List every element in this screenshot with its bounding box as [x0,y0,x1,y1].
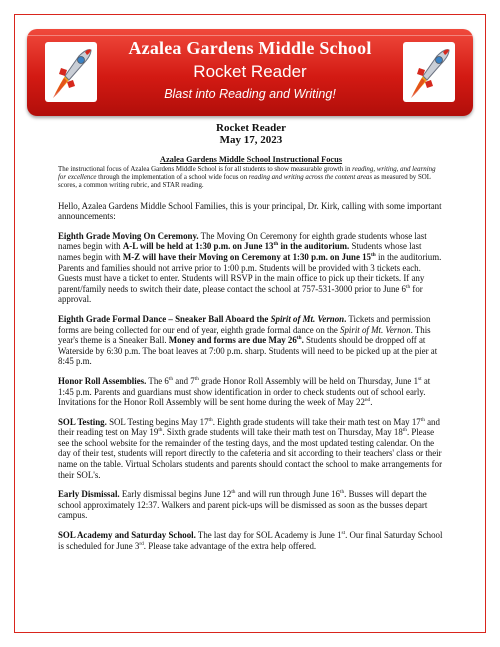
document-body [58,122,444,551]
text-part: SOL Testing begins May 17 [106,416,209,427]
text-part: in the auditorium. Parents and families should not arrive prior to 1:00 p.m. Students will be provided with 3 tickets each. Guests must have a ticket to enter. Students will RSVP in the main office to pick up their tickets. If any parent/family needs to switch their date, please contact the school at 757-531-3000 prior to June 6 [58,251,442,294]
text-part: . [370,397,373,408]
honor-roll-paragraph [58,376,444,408]
sol-testing-heading: SOL Testing. [58,416,107,427]
greeting: Hello, Azalea Gardens Middle School Families, this is your principal, Dr. Kirk, calling with some important announcements: [58,200,442,222]
banner-text [97,37,403,103]
bold-part: in the auditorium. [278,241,350,252]
text-part: Students whose last names begin with [58,241,422,262]
text-part: The last day for SOL Academy is June 1 [195,530,342,541]
focus-text-part: as measured by SOL scores, a common writing rubric, and STAR reading. [58,174,431,190]
text-part: . Busses will depart the school approximately 12:37. Walkers and parent pick-ups will be dismissed as soon as the busses depart campus. [58,489,428,521]
early-dismissal-heading: Early Dismissal. [58,489,120,500]
superscript: st [418,375,422,382]
text-part: at 1:45 p.m. Parents and guardians must show identification in order to check students out of school early. Invitations for the Honor Roll Assembly will be sent home during the week of May 22 [58,375,431,408]
moving-on-heading: Eighth Grade Moving On Ceremony. [58,230,199,241]
text-part: grade Honor Roll Assembly will be held on Thursday, June 1 [198,375,419,386]
italic-part: Spirit of Mt. Vernon [340,324,411,335]
text-part: . Our final Saturday School is scheduled for June 3 [58,530,443,551]
text-part: and their reading test on May 19 [58,416,440,438]
superscript: th [402,427,407,434]
superscript: th [296,335,302,342]
superscript: th [231,489,236,496]
superscript: th [371,252,376,259]
formal-dance-heading [58,314,346,324]
superscript: th [420,416,425,423]
text-part: The Moving On Ceremony for eighth grade students whose last names begin with [58,230,427,252]
text-part: . Eighth grade students will take their math test on May 17 [212,416,421,427]
program-name: Rocket Reader [193,62,307,81]
text-part: and will run through June 16 [235,489,340,500]
superscript: th [406,283,411,290]
text-part: The 6 [146,375,169,386]
focus-text-part: through the implementation of a school wide focus on [96,174,249,182]
header-banner [27,29,473,116]
banner-highlight-line [27,35,473,36]
text-part: . Please take advantage of the extra help offered. [143,540,317,551]
superscript: nd [364,397,371,404]
text-part: Early dismissal begins June 12 [119,489,232,500]
superscript: th [194,375,199,382]
text-part: . This year's theme is a Sneaker Ball. [58,324,431,346]
superscript: rd [139,540,144,547]
superscript: th [158,427,163,434]
focus-text [58,166,444,191]
focus-heading: Azalea Gardens Middle School Instructional Focus [159,155,343,164]
bold-part: Money and forms are due May 26 [168,335,297,346]
sol-academy-heading: SOL Academy and Saturday School. [58,530,196,541]
bold-part: A-L will be held at 1:30 p.m. on June 13 [122,241,274,252]
formal-dance-paragraph [58,314,444,367]
superscript: th [168,375,174,382]
bold-part: . [301,335,304,346]
document-title: Rocket Reader [216,122,286,134]
text-part: Tickets and permission forms are being collected for our end of year, eighth grade formal dance on the [58,313,431,335]
rocket-icon [403,42,455,102]
superscript: th [208,416,213,423]
moving-on-paragraph [58,231,444,305]
document-date: May 17, 2023 [219,134,283,146]
text-part: . Please see the school website for the remainder of the testing days, and the most updated testing calendar. On the day of their test, students will report directly to the cafeteria and sit according to their teachers' class or their name on the table. Virtual Scholars students and parents should contact the school to make arrangements for their SOL's. [58,427,443,480]
heading-part: . [344,313,347,324]
text-part: Students should be dropped off at Waterside by 6:30 p.m. The boat leaves at 7:00 p.m. sharp. Students will need to be picked up at the pier at 8:45 p.m. [58,335,438,367]
sol-testing-paragraph [58,417,444,481]
early-dismissal-paragraph [58,489,444,521]
sol-academy-paragraph [58,530,444,551]
focus-text-italic: reading and writing across the content areas [248,174,373,182]
heading-italic: Spirit of Mt. Vernon [270,313,345,324]
heading-part: Eighth Grade Formal Dance – Sneaker Ball Aboard the [58,313,271,324]
rocket-icon [45,42,97,102]
school-name: Azalea Gardens Middle School [128,38,372,58]
text-part: . Sixth grade students will take their math test on Thursday, May 18 [162,427,403,438]
superscript: th [339,489,345,496]
text-part: for approval. [58,283,423,305]
text-part: and 7 [173,375,195,386]
tagline: Blast into Reading and Writing! [164,87,336,101]
focus-text-part: The instructional focus of Azalea Gardens Middle School is for all students to show measurable growth in [58,166,353,173]
superscript: st [341,530,346,537]
honor-roll-heading: Honor Roll Assemblies. [58,375,147,386]
superscript: th [273,241,279,248]
focus-text-italic: reading, writing, and learning for excellence [58,166,436,182]
bold-part: M-Z will have their Moving on Ceremony at 1:30 p.m. on June 15 [122,251,371,262]
